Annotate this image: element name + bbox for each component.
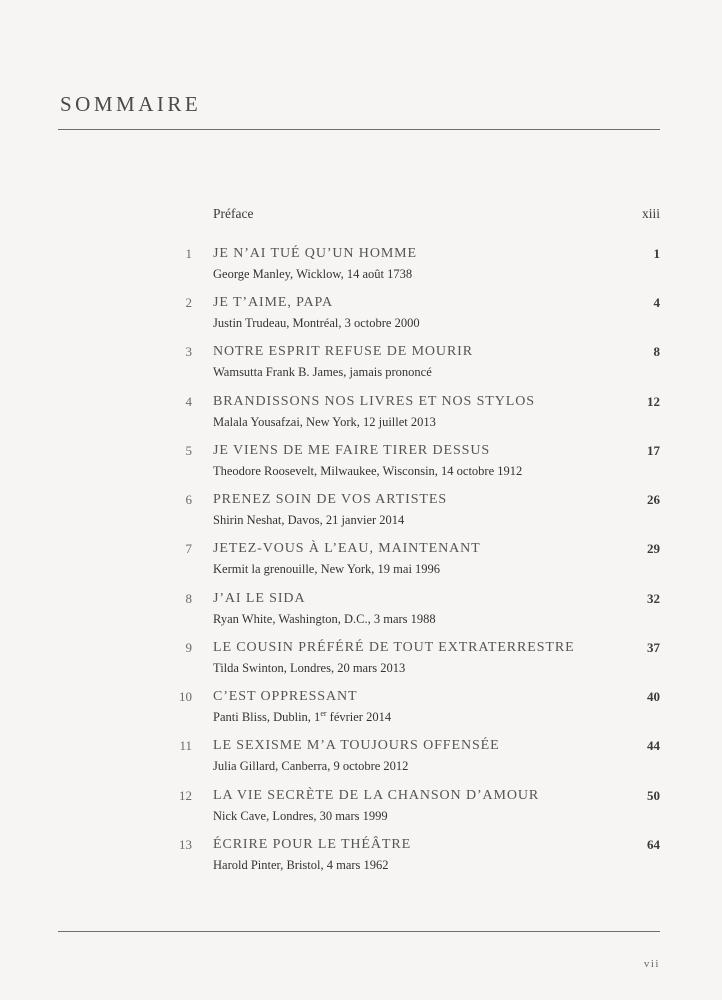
entry-page: 37 [647, 640, 660, 655]
entry-title: NOTRE ESPRIT REFUSE DE MOURIR [213, 344, 473, 359]
entry-subtitle: Malala Yousafzai, New York, 12 juillet 2013 [213, 415, 436, 429]
entry-number: 13 [179, 837, 192, 852]
toc-entry[interactable] [0, 738, 722, 782]
toc-entry[interactable] [0, 788, 722, 832]
bottom-rule [58, 931, 660, 932]
entry-subtitle-text: Panti Bliss, Dublin, 1 [213, 710, 321, 724]
entry-title: JE T’AIME, PAPA [213, 295, 333, 310]
entry-subtitle: George Manley, Wicklow, 14 août 1738 [213, 267, 413, 281]
preface-page: xiii [641, 206, 660, 221]
top-rule [58, 129, 660, 130]
entry-number: 11 [179, 738, 192, 753]
entry-page: 50 [647, 788, 660, 803]
entry-page: 17 [647, 443, 660, 458]
entry-title: LE SEXISME M’A TOUJOURS OFFENSÉE [213, 738, 500, 753]
entry-number: 1 [185, 246, 192, 261]
entry-number: 7 [185, 541, 192, 556]
entry-page: 29 [647, 541, 660, 556]
toc-entry[interactable] [0, 492, 722, 536]
toc-entry[interactable] [0, 837, 722, 881]
entry-title: C’EST OPPRESSANT [213, 689, 358, 704]
toc-entry[interactable] [0, 295, 722, 339]
entry-title: BRANDISSONS NOS LIVRES ET NOS STYLOS [213, 394, 535, 409]
entry-title: JETEZ-VOUS À L’EAU, MAINTENANT [213, 541, 481, 556]
entry-subtitle: Julia Gillard, Canberra, 9 octobre 2012 [213, 759, 409, 773]
toc-entry[interactable] [0, 246, 722, 290]
entry-title: LE COUSIN PRÉFÉRÉ DE TOUT EXTRATERRESTRE [213, 640, 575, 655]
entry-number: 4 [185, 394, 192, 409]
entry-title: JE VIENS DE ME FAIRE TIRER DESSUS [213, 443, 491, 458]
entry-page: 26 [647, 492, 660, 507]
page-title: SOMMAIRE [60, 92, 202, 116]
page-number: vii [643, 958, 660, 970]
entry-page: 1 [653, 246, 660, 261]
entry-subtitle [213, 710, 391, 725]
entry-page: 8 [653, 344, 660, 359]
toc-entry[interactable] [0, 394, 722, 438]
toc-entry[interactable] [0, 640, 722, 684]
entry-number: 12 [179, 788, 192, 803]
entry-subtitle: Justin Trudeau, Montréal, 3 octobre 2000 [213, 316, 420, 330]
entry-subtitle: Wamsutta Frank B. James, jamais prononcé [213, 365, 432, 379]
toc-entry[interactable] [0, 591, 722, 635]
entry-title: PRENEZ SOIN DE VOS ARTISTES [213, 492, 447, 507]
entry-page: 32 [647, 591, 660, 606]
entry-subtitle: Shirin Neshat, Davos, 21 janvier 2014 [213, 513, 405, 527]
toc-entry[interactable] [0, 541, 722, 585]
entry-title: ÉCRIRE POUR LE THÉÂTRE [213, 837, 412, 852]
entry-subtitle: Ryan White, Washington, D.C., 3 mars 1988 [213, 612, 436, 626]
toc-entry[interactable] [0, 689, 722, 733]
ordinal-suffix: er [320, 708, 327, 718]
entry-title: LA VIE SECRÈTE DE LA CHANSON D’AMOUR [213, 788, 540, 803]
entry-subtitle: Theodore Roosevelt, Milwaukee, Wisconsin, 14 octobre 1912 [213, 464, 523, 478]
entry-subtitle: Tilda Swinton, Londres, 20 mars 2013 [213, 661, 406, 675]
entry-number: 6 [185, 492, 192, 507]
entry-number: 2 [185, 295, 192, 310]
entry-number: 3 [185, 344, 192, 359]
entry-subtitle: Harold Pinter, Bristol, 4 mars 1962 [213, 858, 389, 872]
entry-page: 4 [653, 295, 660, 310]
entry-subtitle: Nick Cave, Londres, 30 mars 1999 [213, 809, 388, 823]
entry-number: 9 [185, 640, 192, 655]
entry-page: 40 [647, 689, 660, 704]
entry-title: J’AI LE SIDA [213, 591, 306, 606]
entry-subtitle: Kermit la grenouille, New York, 19 mai 1996 [213, 562, 441, 576]
entry-page: 64 [647, 837, 660, 852]
entry-page: 44 [647, 738, 660, 753]
toc-preface[interactable] [213, 206, 660, 222]
entry-number: 10 [179, 689, 192, 704]
entry-number: 5 [185, 443, 192, 458]
entry-page: 12 [647, 394, 660, 409]
entry-title: JE N’AI TUÉ QU’UN HOMME [213, 246, 417, 261]
entry-subtitle-text: février 2014 [326, 710, 392, 724]
entry-number: 8 [185, 591, 192, 606]
preface-label: Préface [213, 206, 254, 221]
toc-entry[interactable] [0, 443, 722, 487]
toc-entry[interactable] [0, 344, 722, 388]
